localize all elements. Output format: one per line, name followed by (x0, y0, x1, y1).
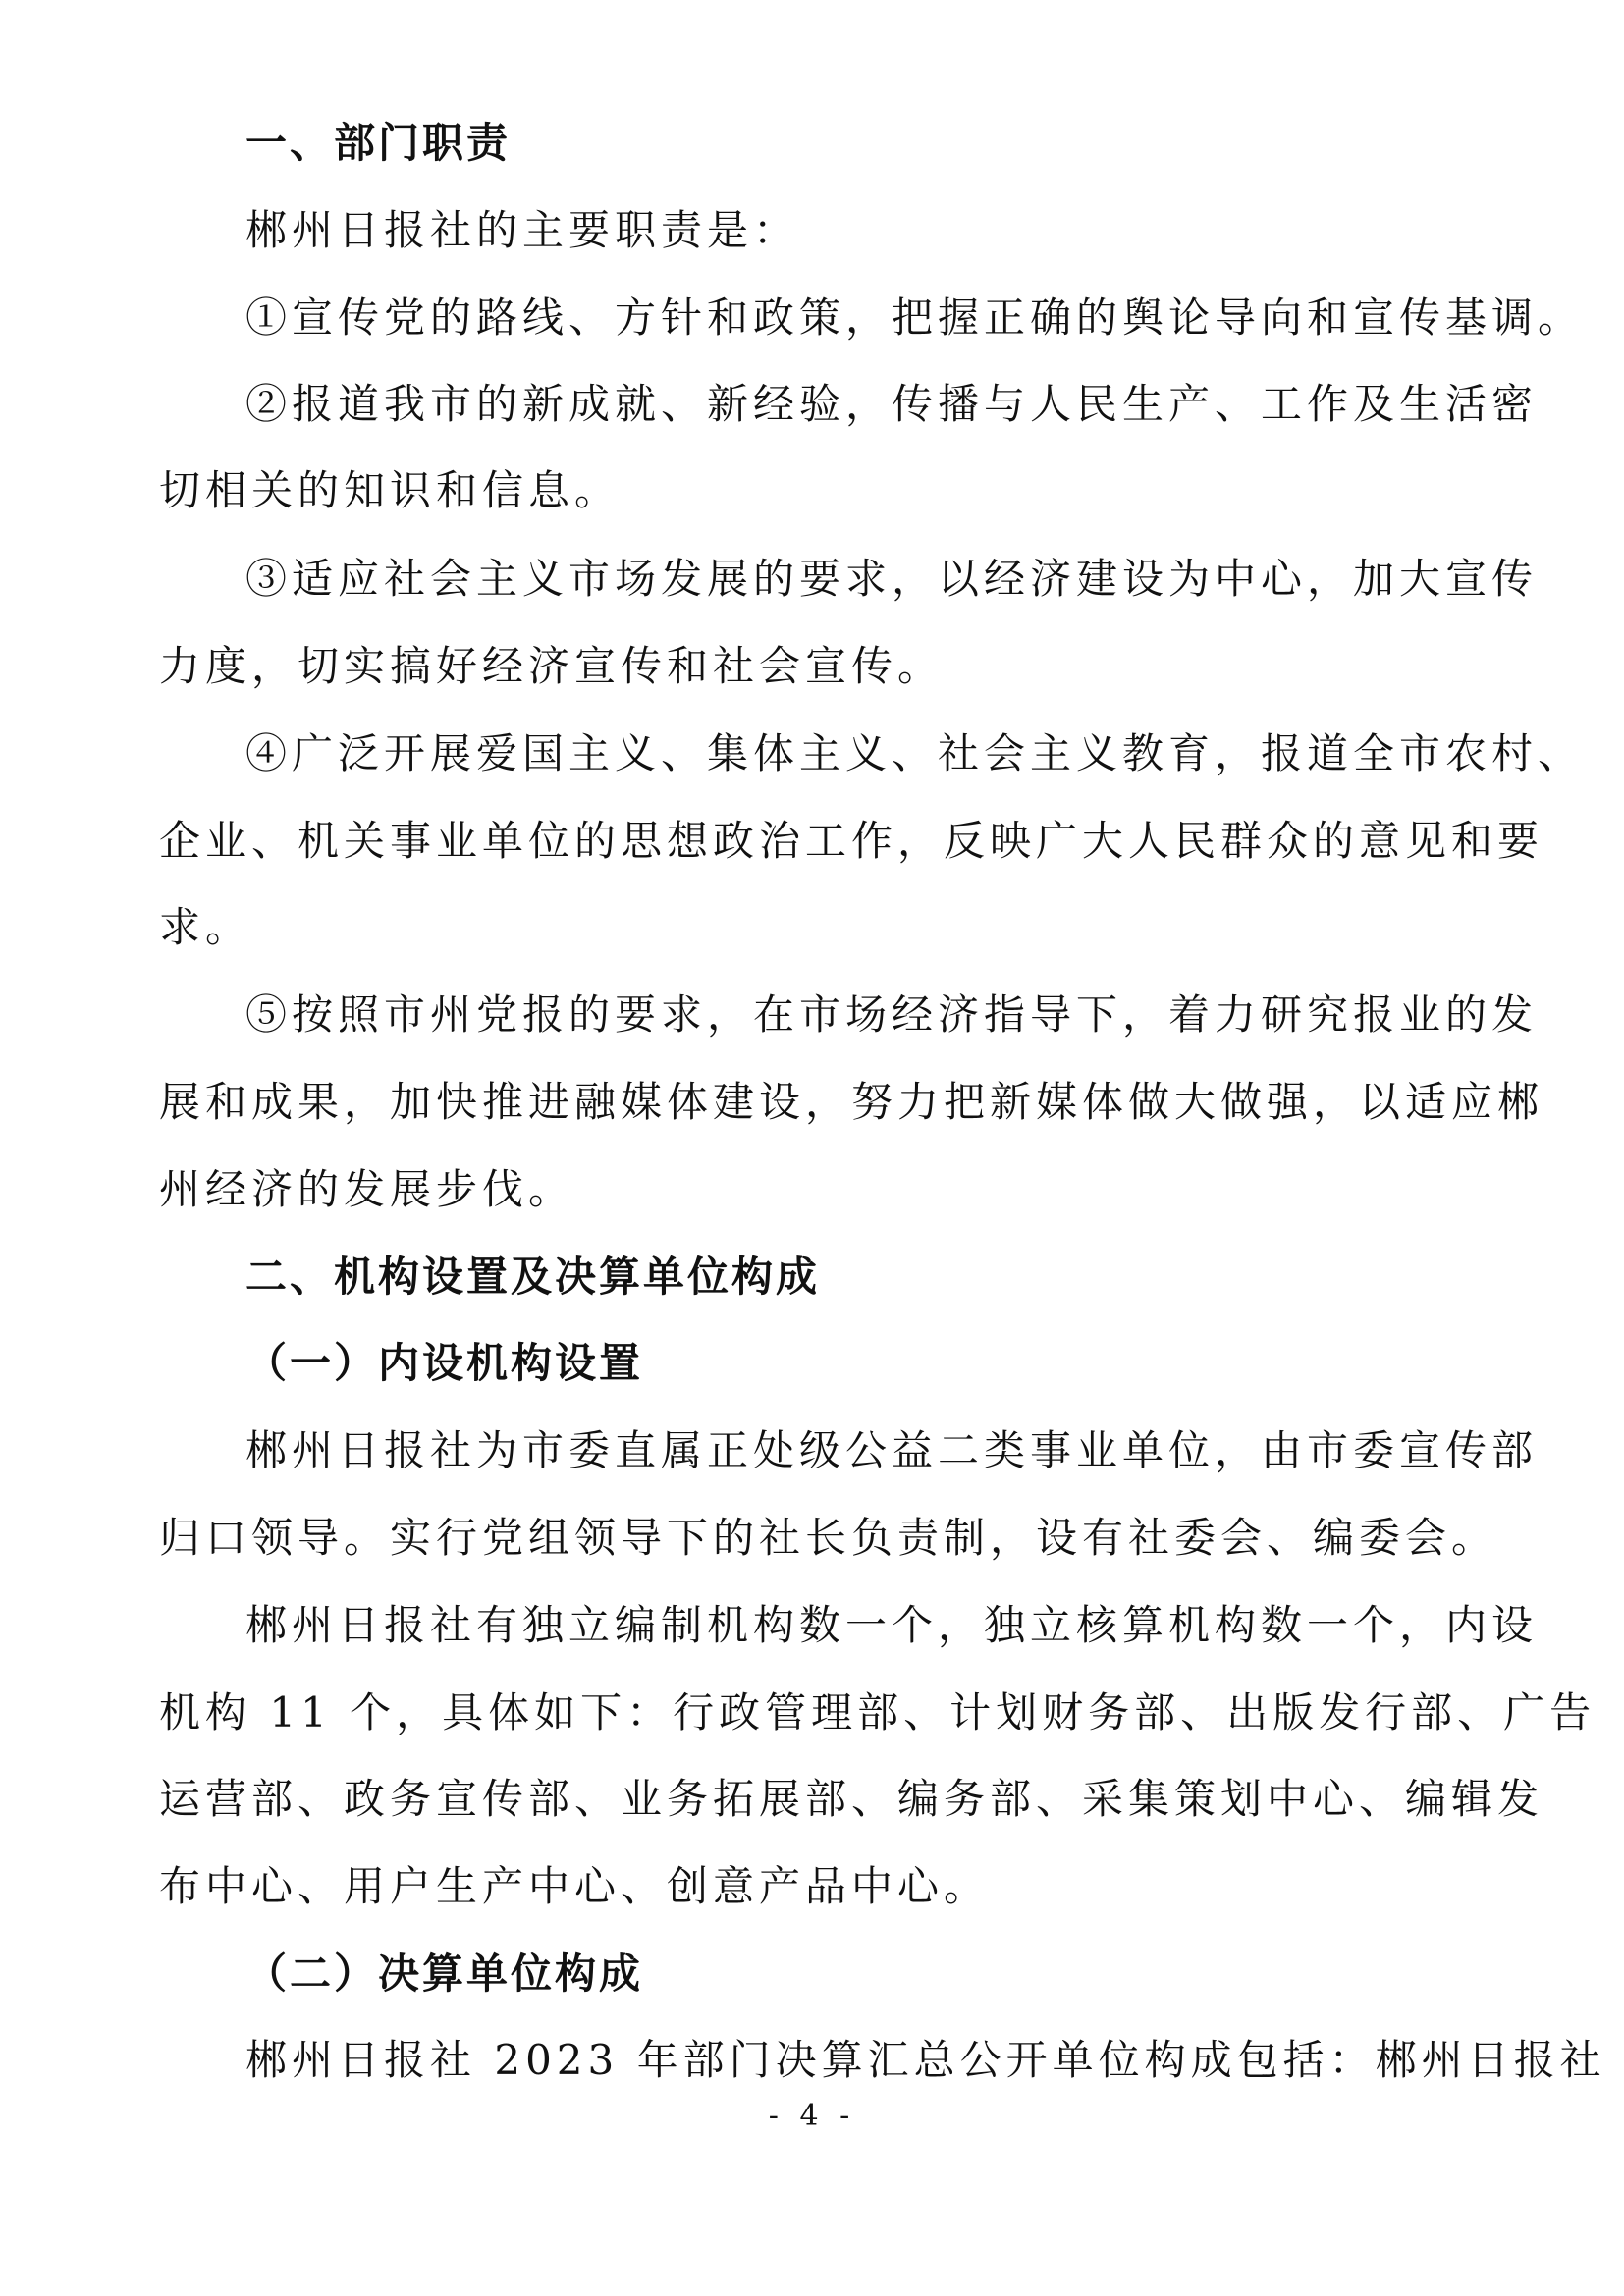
structure-paragraph-2-line-1: 郴州日报社有独立编制机构数一个，独立核算机构数一个，内设 (245, 1601, 1539, 1649)
section-heading-department-duties: 一、部门职责 (245, 119, 512, 167)
duty-item-1: ①宣传党的路线、方针和政策，把握正确的舆论导向和宣传基调。 (245, 294, 1585, 342)
paragraph-intro: 郴州日报社的主要职责是： (245, 206, 800, 254)
duty-item-2-line-1: ②报道我市的新成就、新经验，传播与人民生产、工作及生活密 (245, 380, 1539, 428)
structure-paragraph-1-line-2: 归口领导。实行党组领导下的社长负责制，设有社委会、编委会。 (159, 1514, 1498, 1562)
duty-item-3-line-2: 力度，切实搞好经济宣传和社会宣传。 (159, 642, 945, 690)
structure-paragraph-1-line-1: 郴州日报社为市委直属正处级公益二类事业单位，由市委宣传部 (245, 1426, 1539, 1474)
structure-paragraph-2-line-3: 运营部、政务宣传部、业务拓展部、编务部、采集策划中心、编辑发 (159, 1775, 1544, 1823)
duty-item-2-line-2: 切相关的知识和信息。 (159, 466, 622, 514)
duty-item-4-line-1: ④广泛开展爱国主义、集体主义、社会主义教育，报道全市农村、 (245, 729, 1585, 777)
duty-item-4-line-3: 求。 (159, 903, 252, 951)
duty-item-4-line-2: 企业、机关事业单位的思想政治工作，反映广大人民群众的意见和要 (159, 817, 1544, 865)
structure-paragraph-2-line-4: 布中心、用户生产中心、创意产品中心。 (159, 1862, 991, 1910)
page-number: - 4 - (768, 2099, 856, 2133)
structure-paragraph-2-line-2: 机构 11 个，具体如下：行政管理部、计划财务部、出版发行部、广告 (159, 1688, 1597, 1736)
section-heading-organization: 二、机构设置及决算单位构成 (245, 1253, 821, 1301)
duty-item-3-line-1: ③适应社会主义市场发展的要求，以经济建设为中心，加大宣传 (245, 555, 1539, 603)
subsection-heading-budget-units: （二）决算单位构成 (245, 1949, 644, 1998)
subsection-heading-internal-structure: （一）内设机构设置 (245, 1339, 644, 1387)
duty-item-5-line-1: ⑤按照市州党报的要求，在市场经济指导下，着力研究报业的发 (245, 990, 1539, 1039)
budget-units-paragraph-line-1: 郴州日报社 2023 年部门决算汇总公开单位构成包括：郴州日报社 (245, 2036, 1606, 2084)
duty-item-5-line-3: 州经济的发展步伐。 (159, 1165, 575, 1213)
duty-item-5-line-2: 展和成果，加快推进融媒体建设，努力把新媒体做大做强，以适应郴 (159, 1078, 1544, 1126)
